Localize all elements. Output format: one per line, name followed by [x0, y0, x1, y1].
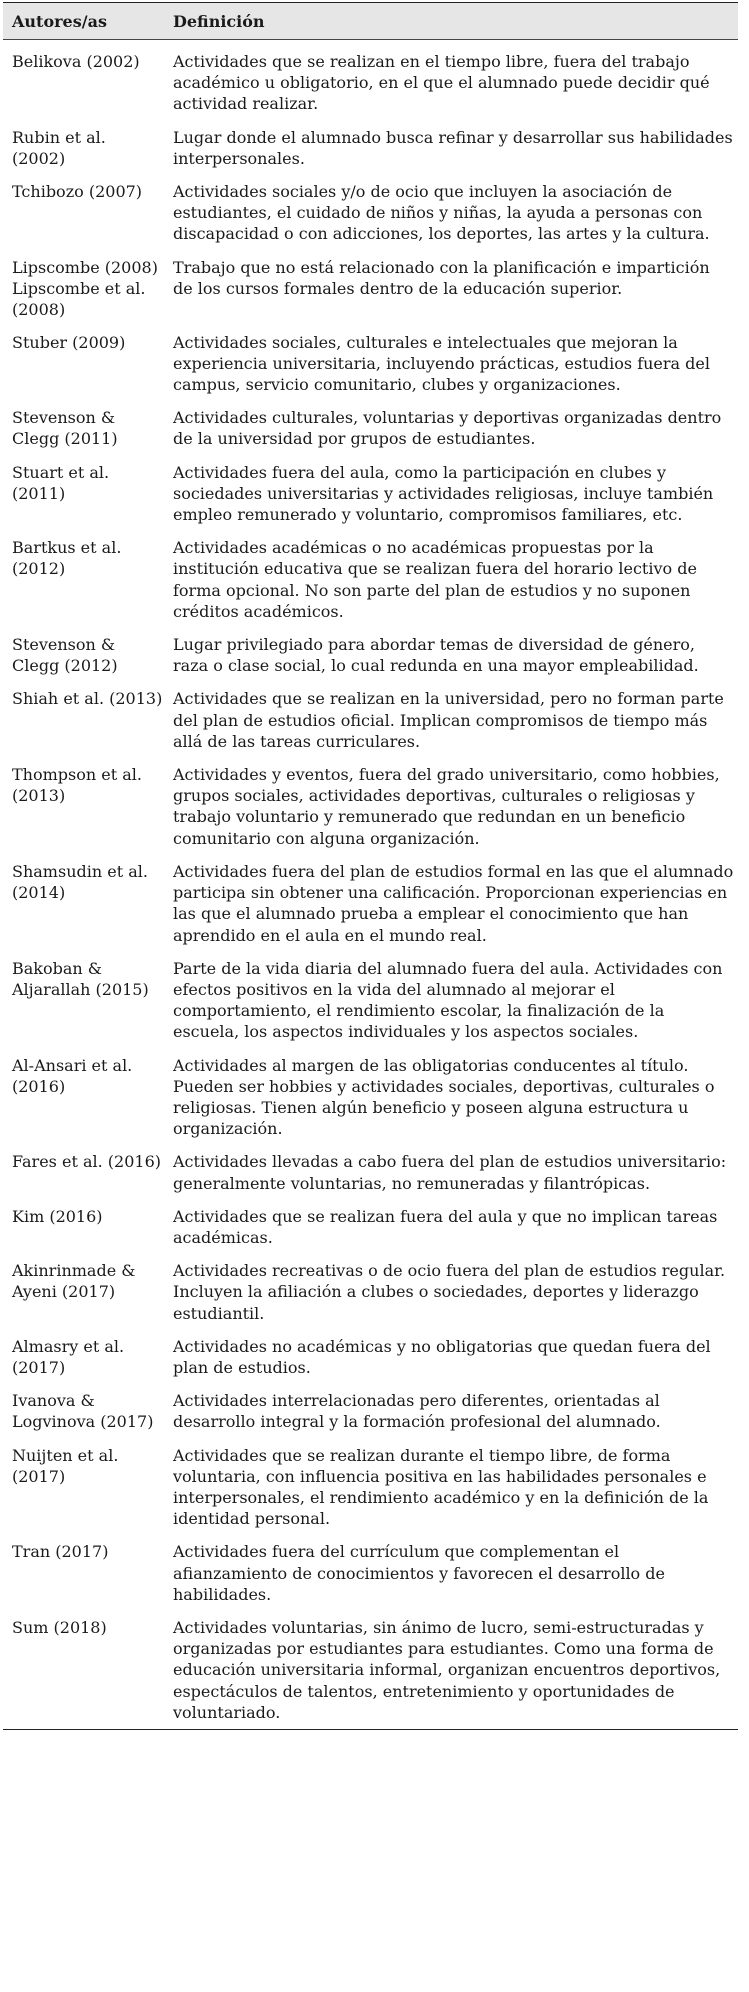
table-row [3, 1336, 738, 1378]
table-row [3, 181, 738, 245]
table-row [3, 634, 738, 676]
definition-cell: Actividades al margen de las obligatorias conducentes al título. Pueden ser hobbies y actividades sociales, deportivas, culturales o religiosas. Tienen algún beneficio y poseen alguna estructura u organización. [173, 1055, 715, 1139]
definition-cell: Actividades voluntarias, sin ánimo de lucro, semi-estructuradas y organizadas por estudiantes para estudiantes. Como una forma de educación universitaria informal, organizan encuentros deportivos, espectáculos de talentos, entretenimiento y oportunidades de voluntariado. [173, 1617, 721, 1722]
table-row [3, 1055, 738, 1140]
author-cell: Thompson et al. (2013) [12, 765, 142, 806]
table-row [3, 127, 738, 169]
author-cell: Tchibozo (2007) [12, 182, 143, 202]
author-cell: Kim (2016) [12, 1206, 103, 1226]
author-cell: Stevenson & Clegg (2011) [12, 408, 118, 449]
definition-cell: Actividades fuera del currículum que complementan el afianzamiento de conocimientos y favorecen el desarrollo de habilidades. [173, 1542, 665, 1604]
definition-cell: Actividades interrelacionadas pero diferentes, orientadas al desarrollo integral y la formación profesional del alumnado. [173, 1391, 661, 1432]
table-row [3, 1390, 738, 1432]
definition-cell: Actividades que se realizan en la universidad, pero no forman parte del plan de estudios oficial. Implican compromisos de tiempo más allá de las tareas curriculares. [173, 689, 724, 751]
table-row [3, 1445, 738, 1530]
table-row [3, 1206, 738, 1248]
author-cell: Fares et al. (2016) [12, 1152, 161, 1172]
author-cell: Sum (2018) [12, 1617, 107, 1637]
table-row [3, 407, 738, 449]
header-definition: Definición [173, 11, 265, 31]
table-body [3, 51, 738, 1730]
table-row [3, 257, 738, 320]
table-row [3, 764, 738, 849]
definition-cell: Actividades que se realizan durante el tiempo libre, de forma voluntaria, con influencia positiva en las habilidades personales e interpersonales, el rendimiento académico y en la definición de la identidad personal. [173, 1445, 709, 1529]
author-cell: Bartkus et al. (2012) [12, 538, 122, 579]
definition-cell: Actividades no académicas y no obligatorias que quedan fuera del plan de estudios. [173, 1336, 711, 1377]
definition-cell: Actividades académicas o no académicas propuestas por la institución educativa que se realizan fuera del horario lectivo de forma opcional. No son parte del plan de estudios y no suponen créditos académicos. [173, 538, 697, 621]
author-cell: Nuijten et al. (2017) [12, 1445, 119, 1486]
definition-cell: Actividades llevadas a cabo fuera del plan de estudios universitario: generalmente voluntarias, no remuneradas y filantrópicas. [173, 1152, 727, 1193]
definition-cell: Actividades fuera del aula, como la participación en clubes y sociedades universitarias y actividades religiosas, incluye también empleo remunerado y voluntario, compromisos familiares, etc. [173, 462, 714, 525]
table-row [3, 462, 738, 526]
author-cell: Belikova (2002) [12, 52, 140, 71]
definition-cell: Actividades y eventos, fuera del grado universitario, como hobbies, grupos sociales, actividades deportivas, culturales o religiosas y trabajo voluntario y remunerado que redundan en un beneficio comunitario con alguna organización. [173, 765, 720, 848]
definition-cell: Actividades culturales, voluntarias y deportivas organizadas dentro de la universidad por grupos de estudiantes. [173, 408, 722, 449]
table-row [3, 332, 738, 396]
definition-cell: Lugar donde el alumnado busca refinar y desarrollar sus habilidades interpersonales. [173, 127, 733, 168]
author-cell: Almasry et al. (2017) [12, 1336, 125, 1377]
definition-cell: Actividades sociales, culturales e intelectuales que mejoran la experiencia universitaria, incluyendo prácticas, estudios fuera del campus, servicio comunitario, clubes y organizaciones. [173, 332, 710, 395]
definition-cell: Actividades que se realizan en el tiempo libre, fuera del trabajo académico u obligatorio, en el que el alumnado puede decidir qué actividad realizar. [173, 52, 710, 114]
author-cell: Rubin et al. (2002) [12, 127, 106, 168]
table-row [3, 958, 738, 1043]
table-row [3, 1151, 738, 1193]
definition-cell: Actividades sociales y/o de ocio que incluyen la asociación de estudiantes, el cuidado de niños y niñas, la ayuda a personas con discapacidad o con adicciones, los deportes, las artes y la cultura. [173, 182, 710, 244]
table-row [3, 861, 738, 946]
definitions-table [3, 2, 738, 1730]
author-cell: Stuart et al. (2011) [12, 462, 110, 503]
table-row [3, 537, 738, 622]
table-row [3, 1541, 738, 1605]
definition-cell: Parte de la vida diaria del alumnado fuera del aula. Actividades con efectos positivos en la vida del alumnado al mejorar el comportamiento, el rendimiento escolar, la finalización de la escuela, los aspectos individuales y los aspectos sociales. [173, 958, 723, 1042]
header-authors: Autores/as [12, 11, 107, 31]
table-row [3, 1260, 738, 1324]
definition-cell: Actividades recreativas o de ocio fuera del plan de estudios regular. Incluyen la afiliación a clubes o sociedades, deportes y liderazgo estudiantil. [173, 1261, 726, 1323]
author-cell: Al-Ansari et al. (2016) [12, 1055, 133, 1096]
author-cell: Stevenson & Clegg (2012) [12, 635, 118, 676]
table-row [3, 1617, 738, 1723]
author-cell: Ivanova & Logvinova (2017) [12, 1391, 154, 1432]
table-row [3, 51, 738, 115]
definition-cell: Actividades fuera del plan de estudios formal en las que el alumnado participa sin obtener una calificación. Proporcionan experiencias en las que el alumnado prueba a emplear el conocimiento que han aprendido en el aula en el mundo real. [173, 861, 734, 945]
author-cell: Stuber (2009) [12, 332, 126, 352]
definition-cell: Lugar privilegiado para abordar temas de diversidad de género, raza o clase social, lo cual redunda en una mayor empleabilidad. [173, 635, 699, 676]
table-header [3, 2, 738, 40]
author-cell: Lipscombe (2008) Lipscombe et al. (2008) [12, 257, 158, 319]
author-cell: Tran (2017) [12, 1542, 109, 1562]
author-cell: Akinrinmade & Ayeni (2017) [12, 1261, 136, 1302]
author-cell: Shamsudin et al. (2014) [12, 861, 148, 902]
author-cell: Shiah et al. (2013) [12, 689, 163, 709]
author-cell: Bakoban & Aljarallah (2015) [12, 958, 149, 999]
table-row [3, 688, 738, 752]
definition-cell: Actividades que se realizan fuera del aula y que no implican tareas académicas. [173, 1206, 718, 1247]
definition-cell: Trabajo que no está relacionado con la planificación e impartición de los cursos formales dentro de la educación superior. [173, 257, 710, 298]
